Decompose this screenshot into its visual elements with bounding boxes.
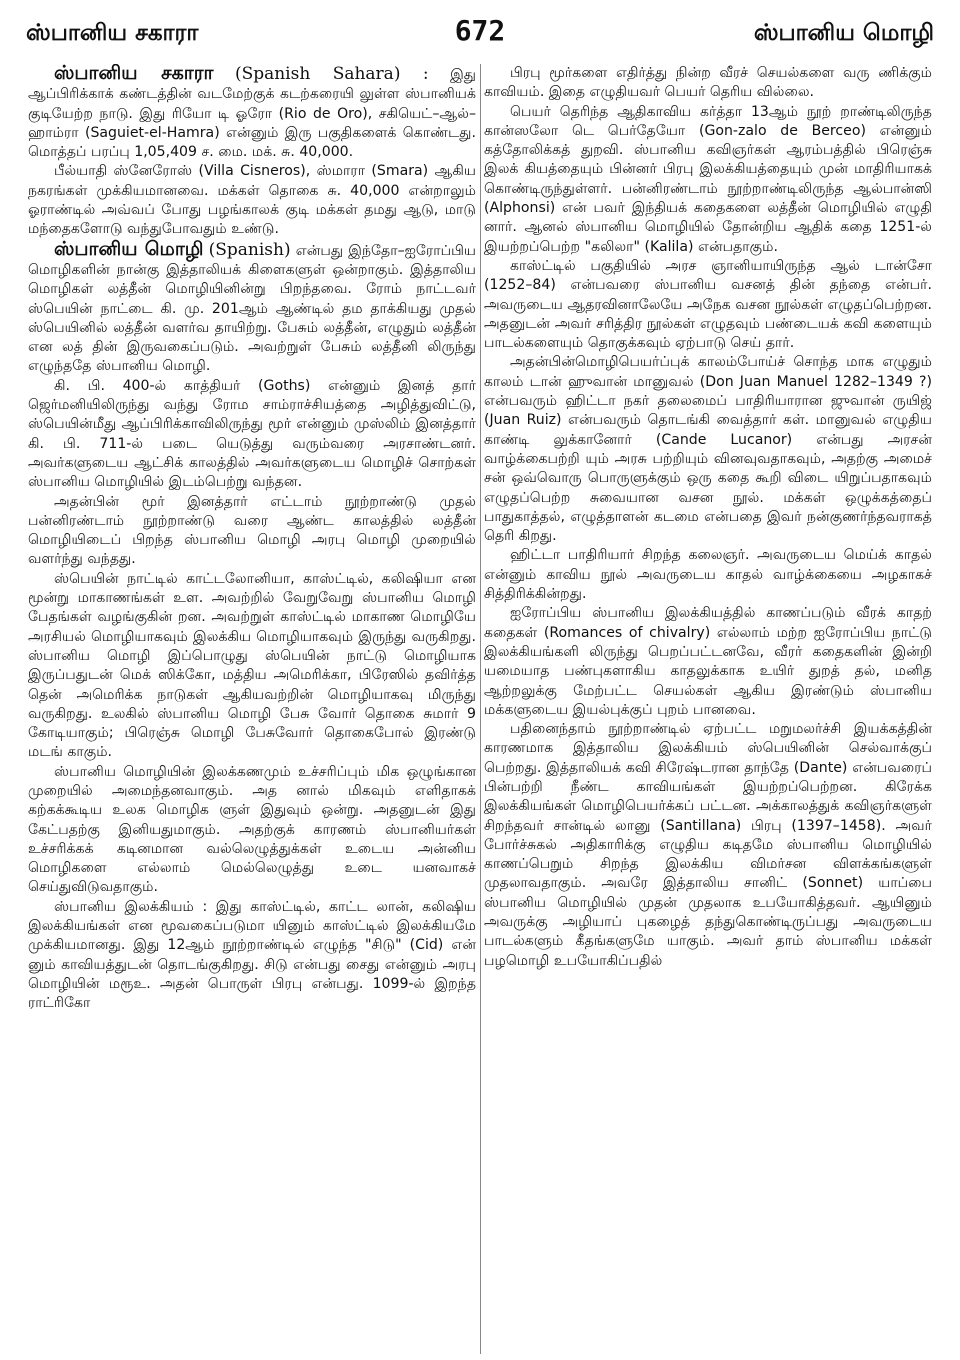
paragraph: அதன்பின்மொழிபெயர்ப்புக் காலம்போய்ச் சொந்த மாக எழுதும் காலம் டான் ஹுவான் மானுவல் (Don Juan Manuel 1282–1349 ?) என்பவரும் ஹிட்டா நகர் தலைமைப் பாதிரியாரான ஜுவான் ருயிஜ் (Juan Ruiz) என்பவரும் தொடங்கி வைத்தார் கள். மானுவல் எழுதிய காண்டி லுக்கானோர் (Cande Lucanor) என்பது அரசன் வாழ்க்கைபற்றி யும் அரசு பற்றியும் வினவுவதாகவும், அதற்கு அமைச் சன் ஒவ்வொரு பொருளுக்கும் ஒரு கதை கூறி விடை யிறுப்பதாகவும் எழுதப்பெற்ற சுவையான வசன நூல். மக்கள் ஒழுக்கத்தைப் பாதுகாத்தல், எழுத்தாளன் கடமை என்பதை இவர் நன்குணர்ந்தவராகத் தெரி கிறது.	[484, 354, 932, 545]
paragraph: கி. பி. 400-ல் காத்தியர் (Goths) என்னும் இனத் தார் ஜெர்மனியிலிருந்து வந்து ரோம சாம்ராச்சியத்தை அழித்துவிட்டு, ஸ்பெயின்மீது ஆப்பிரிக்காவிலிருந்து மூர் என்னும் முஸ்லிம் இனத்தார் கி. பி. 711-ல் படை யெடுத்து வரும்வரை அரசாண்டனர். அவர்களுடைய ஆட்சிக் காலத்தில் அவர்களுடைய மொழிச் சொற்கள் ஸ்பானிய மொழியில் இடம்பெற்று வந்தன.	[28, 377, 476, 491]
paragraph: ஸ்பெயின் நாட்டில் காட்டலோனியா, காஸ்ட்டில், கலிஷியா என மூன்று மாகாணங்கள் உள. அவற்றில் வேறுவேறு ஸ்பானிய மொழி பேதங்கள் வழங்குகின் றன. அவற்றுள் காஸ்ட்டில் மாகாண மொழியே அரசியல் மொழியாகவும் இலக்கிய மொழியாகவும் இருந்து வருகிறது. ஸ்பானிய மொழி இப்பொழுது ஸ்பெயின் நாட்டு மொழியாக இருப்பதுடன் மெக் ஸிக்கோ, மத்திய அமெரிக்கா, பிரேஸில் தவிர்த்த தென் அமெரிக்க நாடுகள் ஆகியவற்றின் மொழியாகவு மிருந்து வருகிறது. உலகில் ஸ்பானிய மொழி பேசு வோர் தொகை சுமார் 9 கோடியாகும்; பிரெஞ்சு மொழி பேசுவோர் தொகைபோல் இரண்டு மடங் காகும்.	[28, 570, 476, 761]
entry-title: ஸ்பானிய மொழி	[54, 237, 204, 260]
paragraph: ஐரோப்பிய ஸ்பானிய இலக்கியத்தில் காணப்படும் வீரக் காதற் கதைகள் (Romances of chivalry) எல்லாம் மற்ற ஐரோப்பிய நாட்டு இலக்கியங்களி லிருந்து பெறப்பட்டனவே, வீரர் கதைகளின் இன்றி யமையாத பண்புகளாகிய காதலுக்காக உயிர் துறத் தல், மனித ஆற்றலுக்கு மேற்பட்ட செயல்கள் ஆகிய இரண்டும் ஸ்பானிய மக்களுடைய இயல்புக்குப் புறம் பானவை.	[484, 605, 932, 718]
page-header	[26, 14, 934, 54]
paragraph: ஸ்பானிய மொழியின் இலக்கணமும் உச்சரிப்பும் மிக ஒழுங்கான முறையில் அமைந்தனவாகும். அத னால் மிகவும் எளிதாகக் கற்கக்கூடிய உலக மொழிக ளுள் இதுவும் ஒன்று. அதனுடன் இது கேட்பதற்கு இனியதுமாகும். அதற்குக் காரணம் ஸ்பானியர்கள் உச்சரிக்கக் கடினமான வல்லெழுத்துக்கள் உடைய அன்னிய மொழிகளை எல்லாம் மெல்லெழுத்து உடை யனவாகச் செய்துவிடுவதாகும்.	[28, 763, 476, 896]
entry-title-english: (Spanish)	[208, 239, 291, 260]
paragraph: இது ஆப்பிரிக்காக் கண்டத்தின் வடமேற்குக் கடற்கரையி லுள்ள ஸ்பானியக் குடியேற்ற நாடு. இது ரியோ டி ஓரோ (Rio de Oro), சகியெட்–ஆல்–ஹாம்ரா (Saguiet-el-Hamra) என்னும் இரு பகுதிகளைக் கொண்டது. மொத்தப் பரப்பு 1,05,409 ச. மை. மக். சு. 40,000.	[28, 67, 476, 161]
entry-title-english: (Spanish Sahara) :	[234, 64, 429, 84]
paragraph: அதன்பின் மூர் இனத்தார் எட்டாம் நூற்றாண்டு முதல் பன்னிரண்டாம் நூற்றாண்டு வரை ஆண்ட காலத்தில் லத்தீன் மொழியிடைப் பிறந்த ஸ்பானிய மொழி அரபு மொழி முறையில் வளர்ந்து வந்தது.	[28, 493, 476, 568]
entry-title: ஸ்பானிய சகாரா	[54, 64, 214, 84]
running-head-right: ஸ்பானிய மொழி	[753, 20, 934, 46]
left-column	[28, 64, 476, 1354]
paragraph: ஹிட்டா பாதிரியார் சிறந்த கலைஞர். அவருடைய மெய்க் காதல் என்னும் காவிய நூல் அவருடைய காதல் வாழ்க்கையை அழகாகச் சித்திரிக்கின்றது.	[484, 547, 932, 603]
page-number: 672	[454, 14, 506, 47]
entry-spanish-sahara	[28, 64, 476, 162]
paragraph: ஸ்பானிய இலக்கியம் : இது காஸ்ட்டில், காட்ட லான், கலிஷிய இலக்கியங்கள் என மூவகைப்படுமா யினும் காஸ்ட்டில் இலக்கியமே முக்கியமானது. இது 12ஆம் நூற்றாண்டில் எழுந்த "சிடு" (Cid) என் னும் காவியத்துடன் தொடங்குகிறது. சிடு என்பது சைது என்னும் அரபு மொழியின் மரூஉ. அதன் பொருள் பிரபு என்பது. 1099-ல் இறந்த ராட்ரிகோ	[28, 898, 476, 1012]
paragraph: பெயர் தெரிந்த ஆதிகாவிய கர்த்தா 13ஆம் நூற் றாண்டிலிருந்த கான்ஸலோ டெ பெர்தேயோ (Gon-zalo de Berceo) என்னும் கத்தோலிக்கத் துறவி. ஸ்பானிய கவிஞர்கள் ஆரம்பத்தில் பிரெஞ்சு இலக் கியத்தையும் பின்னர் பிரபு இலக்கியத்தையும் முன் மாதிரியாகக் கொண்டிருந்துள்ளர். பன்னிரண்டாம் நூற்றாண்டிலிருந்த ஆல்பான்ஸி (Alphonsi) என் பவர் இந்தியக் கதைகளை லத்தீன் மொழியில் எழுதி னார். ஆனல் ஸ்பானிய மொழியில் தோன்றிய ஆதிக் கதை 1251-ல் இயற்றப்பெற்ற "கலிலா" (Kalila) என்பதாகும்.	[484, 103, 932, 255]
paragraph: காஸ்ட்டில் பகுதியில் அரச ஞானியாயிருந்த ஆல் டான்சோ (1252–84) என்பவரை ஸ்பானிய வசனத் தின் தந்தை என்பர். அவருடைய ஆதரவினாலேயே அநேக வசன நூல்கள் எழுதப்பெற்றன. அதனுடன் அவர் சரித்திர நூல்கள் எழுதவும் பண்டையக் கவி களையும் பாடல்களையும் தொகுக்கவும் ஏற்பாடு செய் தார்.	[484, 257, 932, 352]
column-divider	[480, 64, 481, 1354]
paragraph: பதினைந்தாம் நூற்றாண்டில் ஏற்பட்ட மறுமலர்ச்சி இயக்கத்தின் காரணமாக இத்தாலிய இலக்கியம் ஸ்பெயினின் செல்வாக்குப் பெற்றது. இத்தாலியக் கவி சிரேஷ்டரான தாந்தே (Dante) என்பவரைப் பின்பற்றி நீண்ட காவியங்கள் இயற்றப்பெற்றன. கிரேக்க இலக்கியங்கள் மொழிபெயர்க்கப் பட்டன. அக்காலத்துக் கவிஞர்களுள் சிறந்தவர் சான்டில் லானு (Santillana) பிரபு (1397–1458). அவர் போர்ச்சுகல் அதிகாரிக்கு எழுதிய கடிதமே ஸ்பானிய மொழியில் காணப்பெறும் சிறந்த இலக்கிய விமர்சன விளக்கங்களுள் முதலாவதாகும். அவரே இத்தாலிய சானிட் (Sonnet) யாப்பை ஸ்பானிய மொழியில் முதன் முதலாக உபயோகித்தவர். ஆயினும் அவருக்கு அழியாப் புகழைத் தந்துகொண்டிருப்பது அவருடைய பாடல்களும் கீதங்களுமே யாகும். அவர் தாம் ஸ்பானிய மக்கள் பழமொழி உபயோகிப்பதில்	[484, 721, 932, 969]
paragraph: பிரபு மூர்களை எதிர்த்து நின்ற வீரச் செயல்களை வரு ணிக்கும் காவியம். இதை எழுதியவர் பெயர் தெரிய வில்லை.	[484, 65, 932, 101]
paragraph: பீல்யாதி ஸ்னேரோஸ் (Villa Cisneros), ஸ்மாரா (Smara) ஆகிய நகரங்கள் முக்கியமானவை. மக்கள் தொகை சு. 40,000 என்றாலும் ஓராண்டில் அவ்வப் போது பழங்காலக் குடி மக்கள் தமது ஆடு, மாடு மந்தைகளோடு வந்துபோவதும் உண்டு.	[28, 163, 476, 238]
entry-spanish-language	[28, 237, 476, 377]
running-head-left: ஸ்பானிய சகாரா	[26, 20, 199, 46]
right-column	[484, 64, 932, 1354]
paragraph: என்பது இந்தோ–ஐரோப்பிய மொழிகளின் நான்கு இத்தாலியக் கிளைகளுள் ஒன்றாகும். இத்தாலிய மொழிகள் லத்தீன் மொழியினின்று பிறந்தவை. ரோம் நாட்டவர் ஸ்பெயின் நாட்டை கி. மு. 201ஆம் ஆண்டில் தம தாக்கியது முதல் ஸ்பெயினில் லத்தீன் வளர்வ தாயிற்று. பேசும் லத்தீன், எழுதும் லத்தீன் என லத் தின் இருவகைப்படும். அவற்றுள் பேசும் லத்தீனி லிருந்து எழுந்ததே ஸ்பானிய மொழி.	[28, 242, 476, 375]
